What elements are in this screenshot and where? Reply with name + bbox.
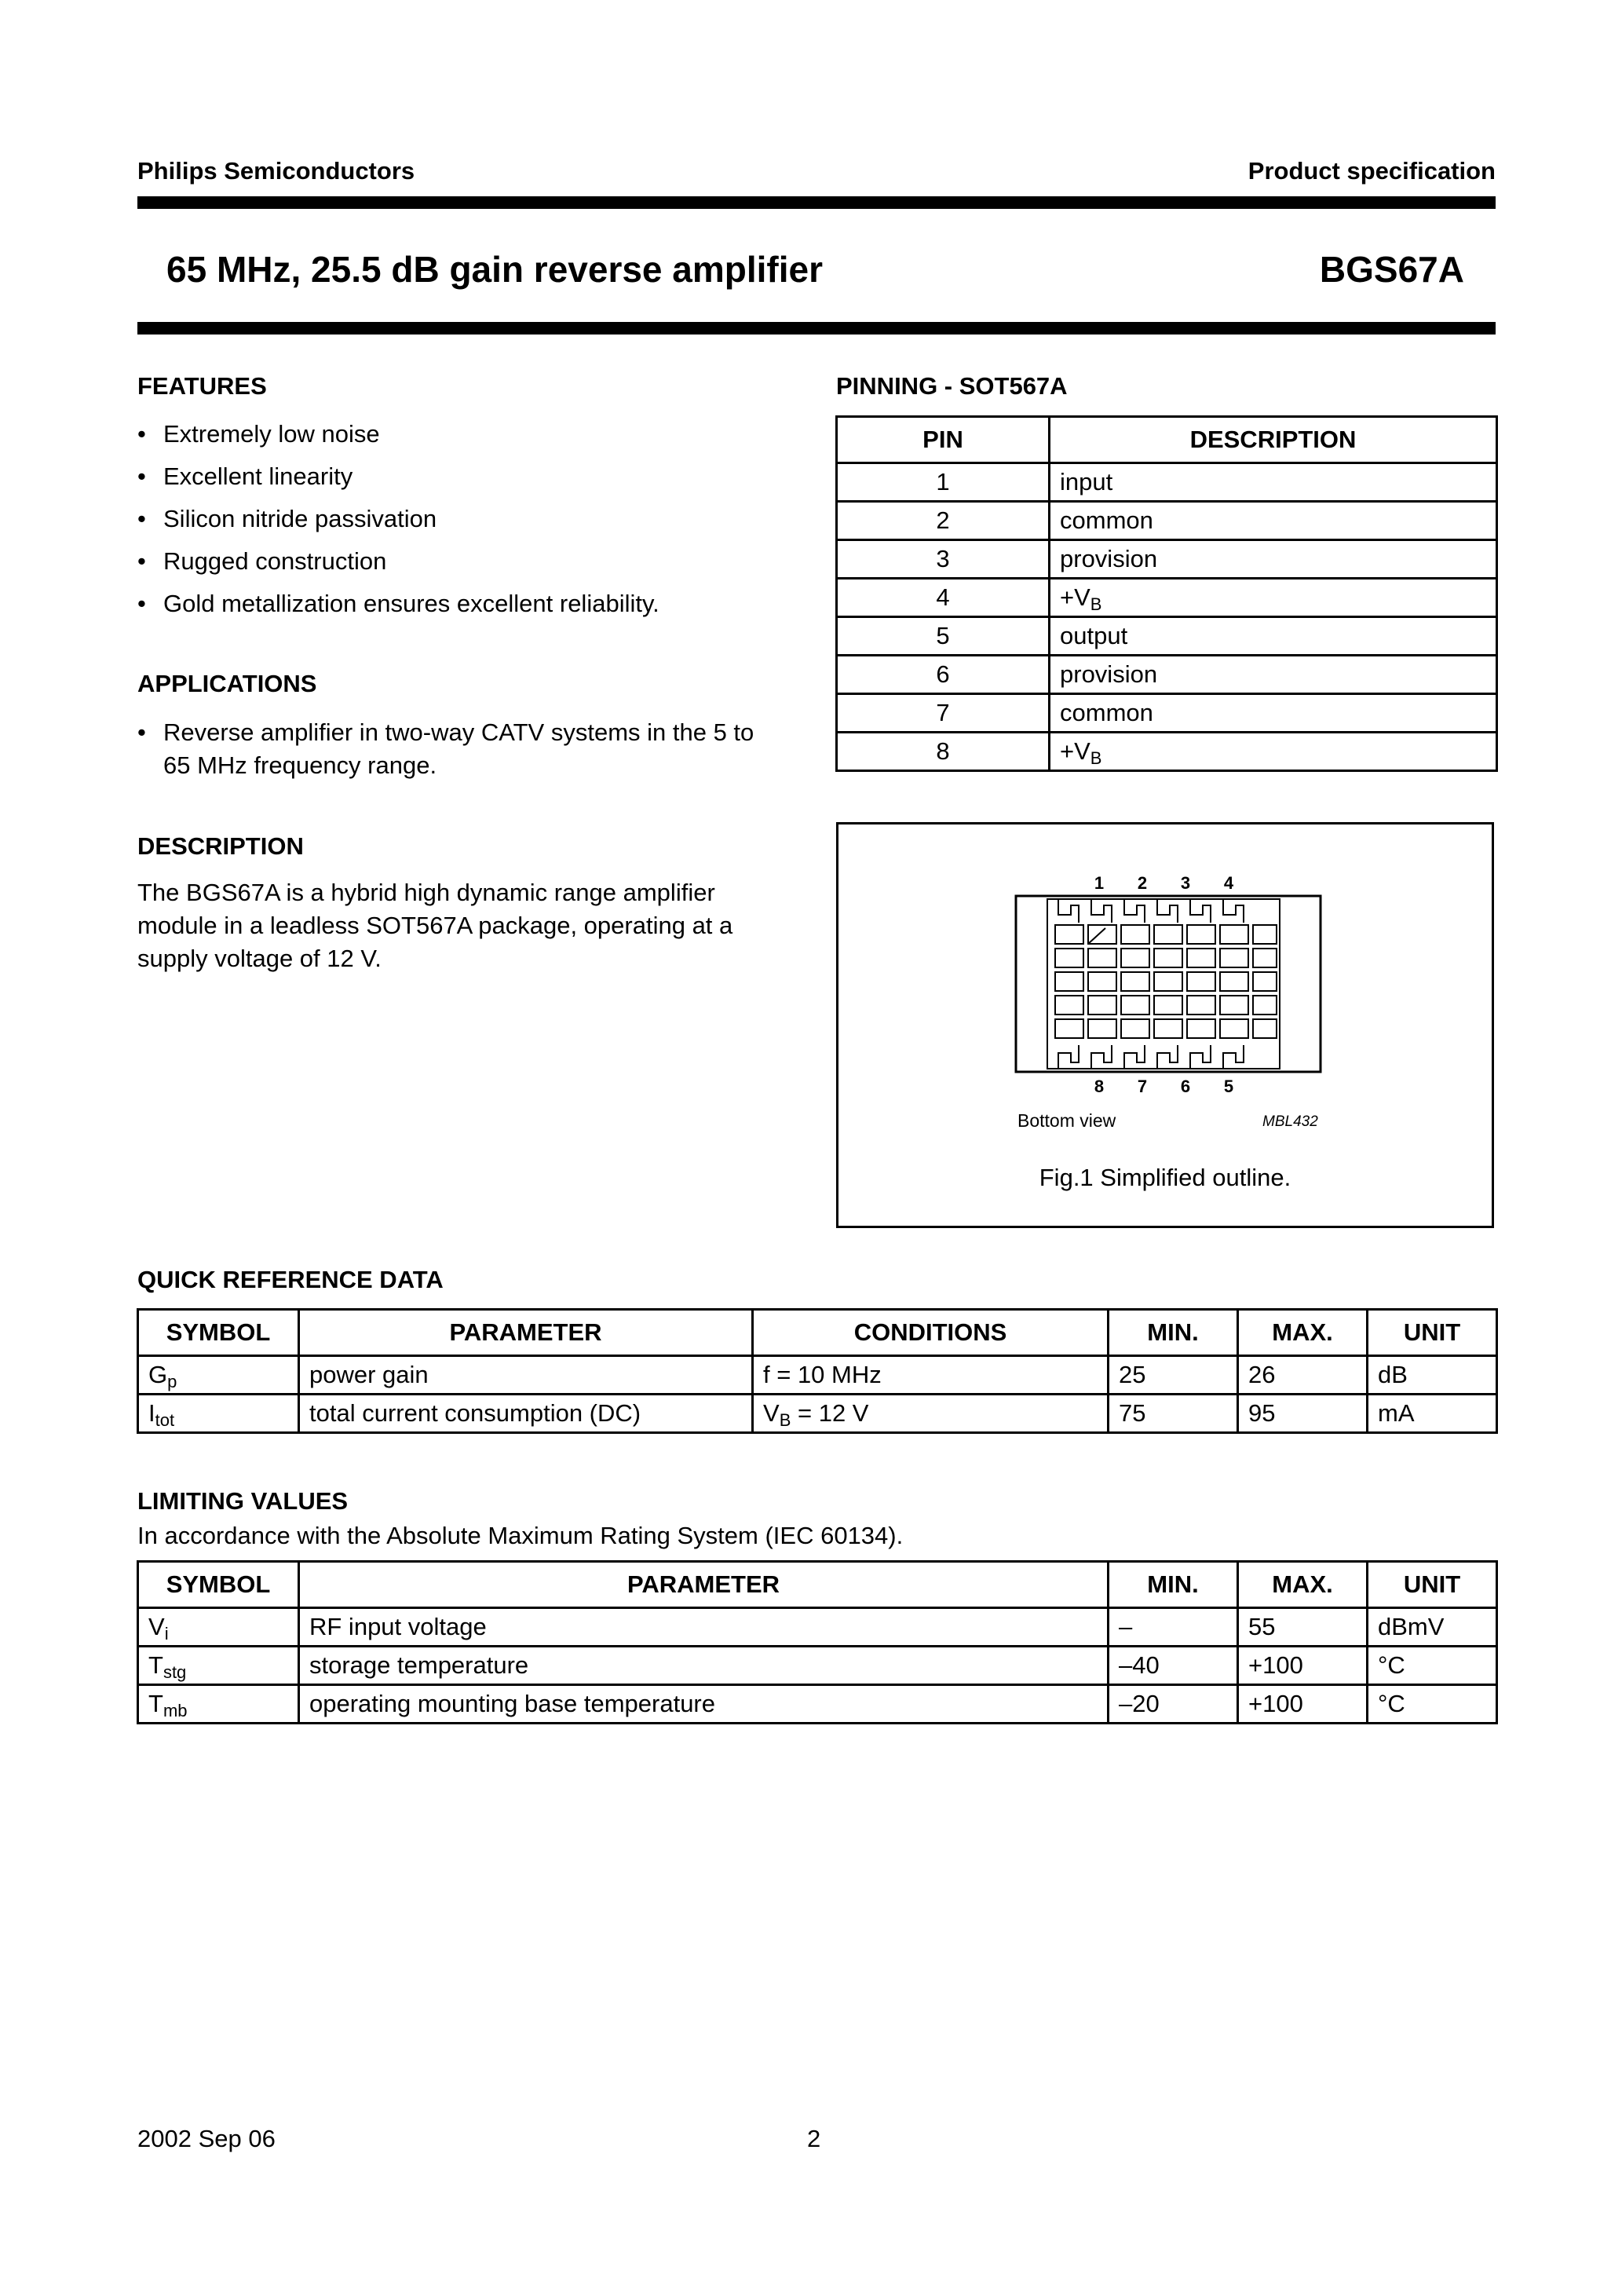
table-row <box>837 502 1497 540</box>
list-item: • Reverse amplifier in two-way CATV systems in the 5 to 65 MHz frequency range. <box>137 716 765 782</box>
table-row <box>837 463 1497 502</box>
pin-number: 4 <box>837 579 1050 617</box>
list-item: • Rugged construction <box>137 540 781 583</box>
table-row <box>837 579 1497 617</box>
max-cell: 26 <box>1238 1356 1368 1395</box>
figure-caption: Fig.1 Simplified outline. <box>1039 1164 1291 1191</box>
limiting-values-heading: LIMITING VALUES <box>137 1487 349 1515</box>
min-cell: –20 <box>1109 1685 1238 1724</box>
part-number: BGS67A <box>1319 249 1464 290</box>
pin-description: provision <box>1050 540 1497 579</box>
figure-code: MBL432 <box>1262 1113 1318 1130</box>
pin-description: $+V_B$ <box>1050 579 1497 617</box>
table-header-row <box>837 417 1497 463</box>
column-header: PARAMETER <box>299 1310 753 1356</box>
quick-reference-table <box>137 1308 1498 1434</box>
list-item: • Silicon nitride passivation <box>137 498 781 540</box>
page-number: 2 <box>807 2125 821 2152</box>
symbol-cell: $T_{stg}$ <box>138 1647 299 1685</box>
column-header: UNIT <box>1368 1310 1497 1356</box>
features-list <box>137 413 781 625</box>
pin-label: 1 <box>1094 873 1105 893</box>
table-row <box>837 540 1497 579</box>
pin-label: 2 <box>1137 873 1148 893</box>
pin-description: provision <box>1050 656 1497 694</box>
features-heading: FEATURES <box>137 372 267 400</box>
document-type: Product specification <box>1248 157 1496 185</box>
company-name: Philips Semiconductors <box>137 157 415 185</box>
description-text: The BGS67A is a hybrid high dynamic range amplifier module in a leadless SOT567A package, operating at a supply voltage of 12 V. <box>137 879 733 972</box>
table-row <box>138 1608 1497 1647</box>
column-header: PIN <box>837 417 1050 463</box>
list-item: • Extremely low noise <box>137 413 781 455</box>
unit-cell: °C <box>1368 1685 1497 1724</box>
column-header: CONDITIONS <box>753 1310 1109 1356</box>
unit-cell: dBmV <box>1368 1608 1497 1647</box>
header-rule <box>137 196 1496 209</box>
column-header: MAX. <box>1238 1310 1368 1356</box>
pin-label: 3 <box>1180 873 1191 893</box>
table-row <box>837 656 1497 694</box>
pin-number: 2 <box>837 502 1050 540</box>
min-cell: 25 <box>1109 1356 1238 1395</box>
applications-list <box>137 716 765 782</box>
column-header: MAX. <box>1238 1562 1368 1608</box>
parameter-cell: operating mounting base temperature <box>299 1685 1109 1724</box>
quick-reference-heading: QUICK REFERENCE DATA <box>137 1266 444 1293</box>
pin-label: 7 <box>1137 1077 1148 1096</box>
pin-number: 3 <box>837 540 1050 579</box>
table-row <box>138 1685 1497 1724</box>
conditions-cell: f = 10 MHz <box>753 1356 1109 1395</box>
column-header: SYMBOL <box>138 1562 299 1608</box>
pin-label: 8 <box>1094 1077 1105 1096</box>
parameter-cell: RF input voltage <box>299 1608 1109 1647</box>
column-header: DESCRIPTION <box>1050 417 1497 463</box>
symbol-cell: $V_i$ <box>138 1608 299 1647</box>
column-header: SYMBOL <box>138 1310 299 1356</box>
conditions-cell: $V_B = 12$ V <box>753 1395 1109 1433</box>
min-cell: – <box>1109 1608 1238 1647</box>
table-row <box>138 1647 1497 1685</box>
pinning-table <box>835 415 1498 772</box>
min-cell: 75 <box>1109 1395 1238 1433</box>
table-row <box>138 1356 1497 1395</box>
unit-cell: mA <box>1368 1395 1497 1433</box>
pin-description: common <box>1050 694 1497 733</box>
pin-description: output <box>1050 617 1497 656</box>
limiting-values-note: In accordance with the Absolute Maximum Rating System (IEC 60134). <box>137 1522 904 1549</box>
pin-number: 1 <box>837 463 1050 502</box>
table-row <box>837 617 1497 656</box>
description-heading: DESCRIPTION <box>137 832 304 860</box>
table-header-row <box>138 1562 1497 1608</box>
symbol-cell: $I_{tot}$ <box>138 1395 299 1433</box>
column-header: UNIT <box>1368 1562 1497 1608</box>
max-cell: 55 <box>1238 1608 1368 1647</box>
footer-date: 2002 Sep 06 <box>137 2125 276 2152</box>
table-row <box>837 694 1497 733</box>
max-cell: +100 <box>1238 1647 1368 1685</box>
parameter-cell: storage temperature <box>299 1647 1109 1685</box>
pin-label: 5 <box>1223 1077 1234 1096</box>
max-cell: 95 <box>1238 1395 1368 1433</box>
column-header: PARAMETER <box>299 1562 1109 1608</box>
pin-number: 7 <box>837 694 1050 733</box>
pinning-heading: PINNING - SOT567A <box>836 372 1068 400</box>
unit-cell: °C <box>1368 1647 1497 1685</box>
pin-number: 5 <box>837 617 1050 656</box>
outline-figure <box>836 822 1494 1228</box>
pin-label: 6 <box>1180 1077 1191 1096</box>
max-cell: +100 <box>1238 1685 1368 1724</box>
page-title: 65 MHz, 25.5 dB gain reverse amplifier <box>166 249 824 290</box>
title-rule <box>137 322 1496 335</box>
symbol-cell: $T_{mb}$ <box>138 1685 299 1724</box>
pin-description: common <box>1050 502 1497 540</box>
limiting-values-table <box>137 1560 1498 1724</box>
table-row <box>837 733 1497 771</box>
pin-number: 6 <box>837 656 1050 694</box>
symbol-cell: $G_p$ <box>138 1356 299 1395</box>
parameter-cell: total current consumption (DC) <box>299 1395 753 1433</box>
table-row <box>138 1395 1497 1433</box>
pin-description: input <box>1050 463 1497 502</box>
column-header: MIN. <box>1109 1310 1238 1356</box>
list-item: • Excellent linearity <box>137 455 781 498</box>
unit-cell: dB <box>1368 1356 1497 1395</box>
pin-number: 8 <box>837 733 1050 771</box>
column-header: MIN. <box>1109 1562 1238 1608</box>
pin-label: 4 <box>1223 873 1234 893</box>
min-cell: –40 <box>1109 1647 1238 1685</box>
list-item: • Gold metallization ensures excellent reliability. <box>137 583 781 625</box>
view-label: Bottom view <box>1017 1110 1116 1131</box>
parameter-cell: power gain <box>299 1356 753 1395</box>
applications-heading: APPLICATIONS <box>137 670 317 697</box>
table-header-row <box>138 1310 1497 1356</box>
pin-description: $+V_B$ <box>1050 733 1497 771</box>
